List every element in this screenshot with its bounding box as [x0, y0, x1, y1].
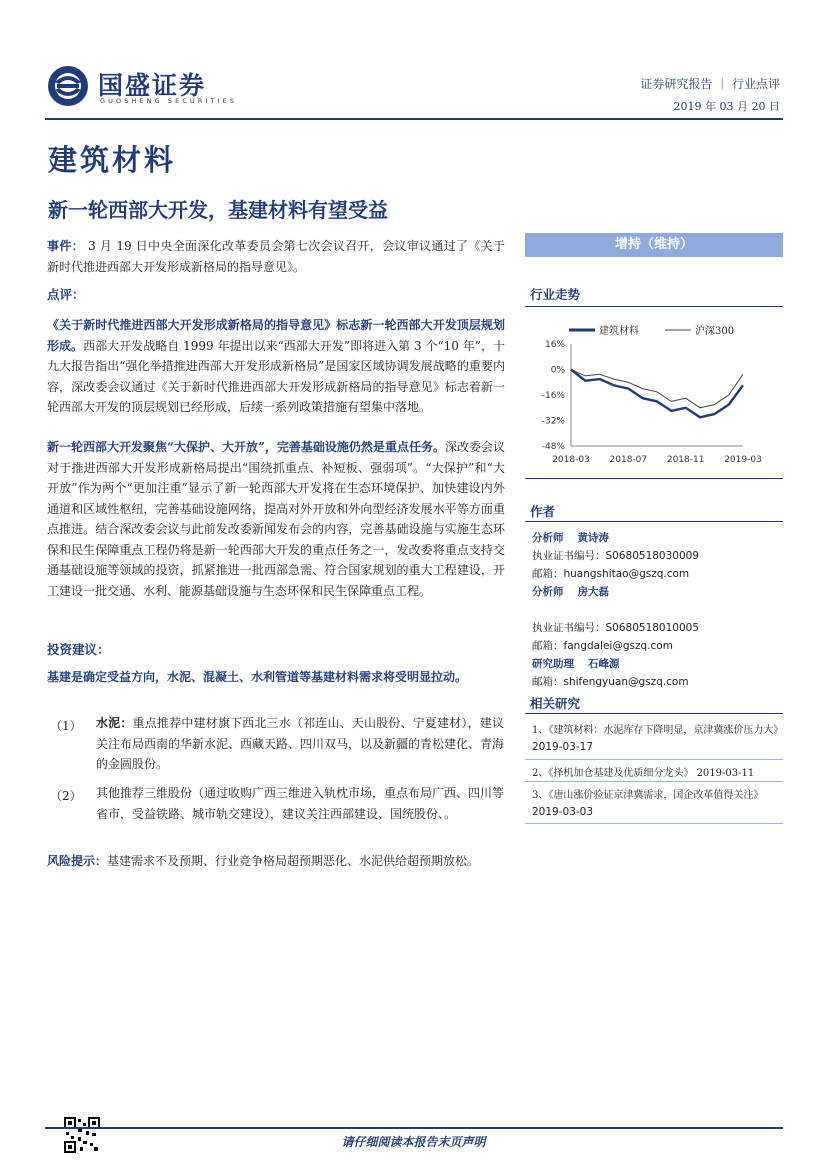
sector-title: 建筑材料 [48, 143, 177, 177]
author-1-cert: 执业证书编号：S0680518030009 [532, 550, 700, 562]
author-2-line: 分析师 房大磊 [532, 586, 609, 598]
related-divider-1 [525, 759, 783, 760]
event-label: 事件： [47, 239, 84, 253]
header-divider [45, 118, 783, 120]
related-rule [525, 713, 783, 714]
event-text: 3 月 19 日中央全面深化改革委员会第七次会议召开，会议审议通过了《关于新时代推进西部大开发形成新格局的指导意见》。 [47, 239, 505, 274]
related-title: 相关研究 [530, 696, 581, 711]
related-3-date: 2019-03-03 [532, 806, 594, 818]
author-3-mail: 邮箱：shifengyuan@gszq.com [532, 676, 689, 688]
rec-2-number: （2） [50, 789, 82, 803]
author-2-email-link[interactable]: fangdalei@gszq.com [563, 640, 673, 652]
y-tick-label: 16% [544, 340, 565, 350]
x-tick-label: 2018-11 [666, 455, 705, 465]
footer-disclaimer: 请仔细阅读本报告末页声明 [341, 1135, 486, 1149]
related-divider-3 [525, 823, 783, 824]
y-tick-label: -16% [541, 391, 565, 401]
author-3-name: 石峰源 [588, 658, 620, 670]
author-2-name: 房大磊 [577, 586, 609, 598]
para1-lead: 《关于新时代推进西部大开发形成新格局的指导意见》标志新一轮西部大开发顶层规划形成。 [47, 318, 505, 353]
legend-label: 建筑材料 [599, 326, 639, 337]
legend-label: 沪深300 [695, 326, 735, 337]
related-2-title[interactable]: 2、《择机加仓基建及优质细分龙头》 2019-03-11 [532, 768, 755, 779]
rec-2-text: 其他推荐三维股份（通过收购广西三维进入轨枕市场，重点布局广西、四川等省市，受益铁路、城市轨交建设），建议关注西部建设、国统股份、。 [96, 786, 505, 821]
comment-paragraph-2 [47, 437, 505, 601]
rec-2-body [96, 783, 504, 824]
event-paragraph [47, 236, 505, 277]
related-2-date: 2019-03-11 [696, 768, 755, 779]
logo-icon [46, 64, 90, 108]
trend-bottom-rule [525, 478, 783, 479]
rec-1-body [96, 713, 504, 775]
risk-paragraph [47, 851, 505, 872]
rec-1-text: 重点推荐中建材旗下西北三水（祁连山、天山股份、宁夏建材），建议关注布局西南的华新水泥、西藏天路、四川双马，以及新疆的青松建化、青海的金圆股份。 [96, 716, 505, 771]
y-tick-label: -48% [541, 442, 565, 452]
invest-label: 投资建议： [47, 642, 110, 657]
report-headline: 新一轮西部大开发，基建材料有望受益 [48, 198, 388, 222]
related-divider-2 [525, 781, 783, 782]
related-1-date: 2019-03-17 [532, 741, 594, 753]
rec-1-number: （1） [50, 719, 82, 733]
trend-chart [525, 318, 783, 468]
series-line-building-materials [571, 370, 743, 418]
rating-badge: 增持（维持） [525, 233, 783, 257]
author-3-email-link[interactable]: shifengyuan@gszq.com [563, 676, 689, 688]
para2-lead: 新一轮西部大开发聚焦“大保护、大开放”，完善基础设施仍然是重点任务。 [47, 440, 445, 454]
report-type: 证券研究报告 ｜ 行业点评 [640, 77, 780, 91]
y-tick-label: 0% [550, 365, 565, 376]
y-tick-label: -32% [541, 416, 565, 427]
footer-divider [45, 1127, 783, 1129]
related-3-title[interactable]: 3、《唐山涨价验证京津冀需求，国企改革值得关注》 [532, 790, 764, 801]
author-1-mail: 邮箱：huangshitao@gszq.com [532, 568, 690, 580]
risk-text: 基建需求不及预期、行业竞争格局超预期恶化、水泥供给超预期放松。 [107, 854, 480, 868]
authors-title: 作者 [530, 504, 556, 519]
comment-label: 点评： [47, 287, 85, 302]
invest-lead: 基建是确定受益方向，水泥、混凝土、水利管道等基建材料需求将受明显拉动。 [47, 670, 468, 684]
author-2-mail: 邮箱：fangdalei@gszq.com [532, 640, 673, 652]
author-3-line: 研究助理 石峰源 [532, 658, 620, 670]
company-name: 国盛证券 [98, 71, 207, 100]
x-tick-label: 2018-07 [609, 455, 648, 465]
para1-text: 西部大开发战略自 1999 年提出以来“西部大开发”即将进入第 3 个“10 年”，十九大报告指出“强化举措推进西部大开发形成新格局”是国家区域协调发展战略的重要内容，深改委会议通过《关于新时代推进西部大开发形成新格局的指导意见》标志着新一轮西部大开发的顶层规划已经形成，后续一系列政策措施有望集中落地。 [47, 338, 505, 414]
trend-rule [525, 306, 783, 307]
report-date: 2019 年 03 月 20 日 [673, 100, 780, 113]
author-1-email-link[interactable]: huangshitao@gszq.com [563, 568, 690, 580]
authors-rule [525, 521, 783, 522]
para2-text: 深改委会议对于推进西部大开发形成新格局提出“围绕抓重点、补短板、强弱项”。“大保护”和“大开放”作为两个“更加注重”显示了新一轮西部大开发将在生态环境保护、加快建设内外通道和区域性枢纽，完善基础设施网络，提高对外开放和外向型经济发展水平等方面重点推进。结合深改委会议与此前发改委新闻发布会的内容，完善基础设施与实施生态环保和民生保障重点工程仍将是新一轮西部大开发的重点任务之一，发改委将重点支持交通基础设施等领域的投资，抓紧推进一批西部急需、符合国家规划的重大工程建设，开工建设一批交通、水利、能源基础设施与生态环保和民生保障重点工程。 [47, 440, 505, 598]
author-1-line: 分析师 黄诗涛 [532, 532, 609, 544]
author-2-cert: 执业证书编号：S0680518010005 [532, 622, 700, 634]
rec-1-lead: 水泥： [96, 716, 133, 730]
author-1-name: 黄诗涛 [577, 532, 609, 544]
trend-title: 行业走势 [530, 287, 581, 302]
related-1-title[interactable]: 1、《建筑材料：水泥库存下降明显，京津冀涨价压力大》 [532, 725, 784, 736]
risk-label: 风险提示： [47, 854, 108, 868]
x-tick-label: 2018-03 [552, 455, 590, 465]
x-tick-label: 2019-03 [724, 455, 762, 465]
company-name-en: GUOSHENG SECURITIES [100, 97, 237, 105]
comment-paragraph-1 [47, 315, 505, 418]
